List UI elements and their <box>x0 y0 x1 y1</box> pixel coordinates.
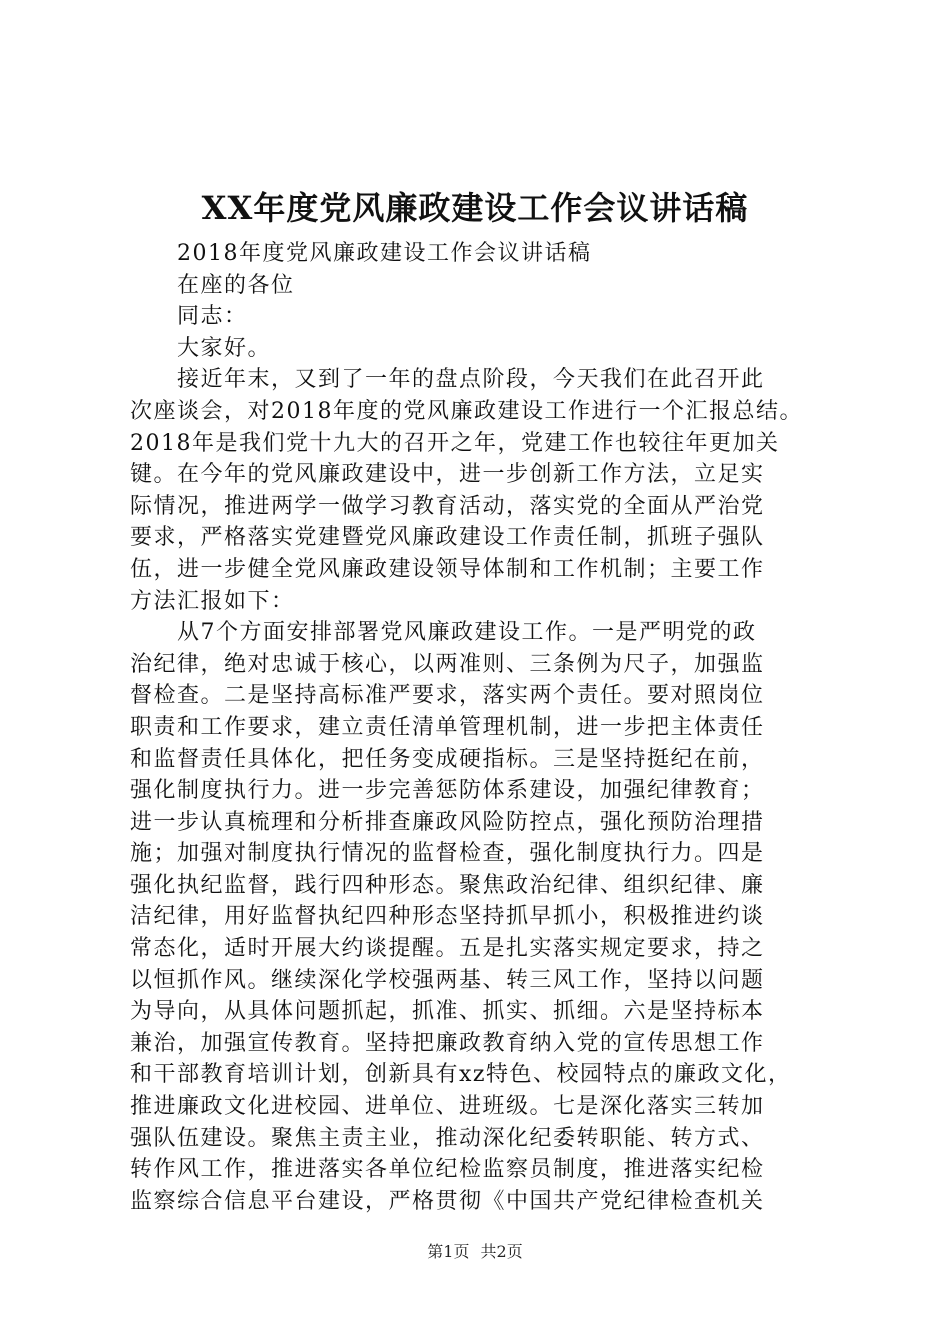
body-line: 强化制度执行力。进一步完善惩防体系建设，加强纪律教育； <box>130 778 765 804</box>
body-line: 次座谈会，对2018年度的党风廉政建设工作进行一个汇报总结。 <box>130 398 803 424</box>
body-line: 转作风工作，推进落实各单位纪检监察员制度，推进落实纪检 <box>130 1157 765 1183</box>
body-line: 方法汇报如下： <box>130 588 295 614</box>
body-line: 为导向，从具体问题抓起，抓准、抓实、抓细。六是坚持标本 <box>130 999 765 1025</box>
body-line: 治纪律，绝对忠诚于核心，以两准则、三条例为尺子，加强监 <box>130 651 765 677</box>
body-line: 2018年是我们党十九大的召开之年，党建工作也较往年更加关 <box>130 430 780 456</box>
body-line: 职责和工作要求，建立责任清单管理机制，进一步把主体责任 <box>130 714 765 740</box>
body-line: 要求，严格落实党建暨党风廉政建设工作责任制，抓班子强队 <box>130 525 765 551</box>
body-line: 从7个方面安排部署党风廉政建设工作。一是严明党的政 <box>177 620 757 646</box>
body-line: 伍，进一步健全党风廉政建设领导体制和工作机制；主要工作 <box>130 556 765 582</box>
body-line: 施；加强对制度执行情况的监督检查，强化制度执行力。四是 <box>130 841 765 867</box>
body-line: 洁纪律，用好监督执纪四种形态坚持抓早抓小，积极推进约谈 <box>130 904 765 930</box>
body-line: 际情况，推进两学一做学习教育活动，落实党的全面从严治党 <box>130 493 765 519</box>
page-footer <box>0 1240 950 1264</box>
body-line: 推进廉政文化进校园、进单位、进班级。七是深化落实三转加 <box>130 1094 765 1120</box>
body-line: 监察综合信息平台建设，严格贯彻《中国共产党纪律检查机关 <box>130 1188 765 1214</box>
body-line: 大家好。 <box>177 335 272 361</box>
document-body <box>130 238 826 1217</box>
document-title: XX年度党风廉政建设工作会议讲话稿 <box>201 189 749 227</box>
page-number-total: 共2页 <box>480 1242 523 1261</box>
body-line: 常态化，适时开展大约谈提醒。五是扎实落实规定要求，持之 <box>130 936 765 962</box>
body-line: 同志： <box>177 304 248 330</box>
body-line: 接近年末，又到了一年的盘点阶段，今天我们在此召开此 <box>177 367 765 393</box>
body-line: 键。在今年的党风廉政建设中，进一步创新工作方法，立足实 <box>130 462 765 488</box>
body-line: 和监督责任具体化，把任务变成硬指标。三是坚持挺纪在前， <box>130 746 765 772</box>
body-line: 强化执纪监督，践行四种形态。聚焦政治纪律、组织纪律、廉 <box>130 872 765 898</box>
body-line: 兼治，加强宣传教育。坚持把廉政教育纳入党的宣传思想工作 <box>130 1030 765 1056</box>
body-line: 进一步认真梳理和分析排查廉政风险防控点，强化预防治理措 <box>130 809 765 835</box>
body-line: 在座的各位 <box>177 272 295 298</box>
body-line: 督检查。二是坚持高标准严要求，落实两个责任。要对照岗位 <box>130 683 765 709</box>
body-line: 2018年度党风廉政建设工作会议讲话稿 <box>177 241 592 266</box>
page-number-current: 第1页 <box>427 1242 470 1261</box>
body-line: 强队伍建设。聚焦主责主业，推动深化纪委转职能、转方式、 <box>130 1125 765 1151</box>
body-line: 和干部教育培训计划，创新具有xz特色、校园特点的廉政文化， <box>130 1062 792 1088</box>
body-line: 以恒抓作风。继续深化学校强两基、转三风工作，坚持以问题 <box>130 967 765 993</box>
